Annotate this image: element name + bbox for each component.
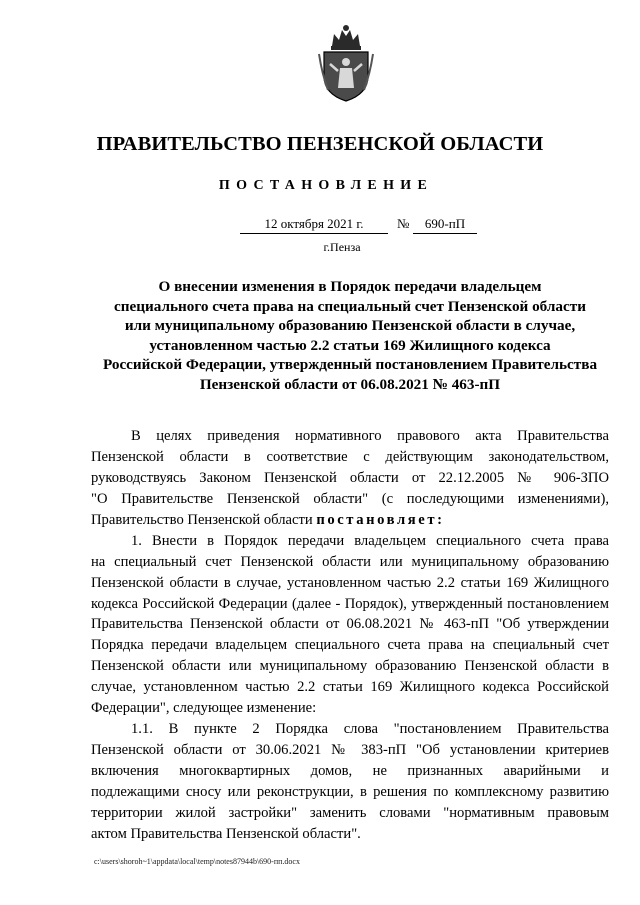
body-line: кодекса Российской Федерации (далее - Порядок), утвержденный постановлением: [91, 595, 609, 612]
body-line: Пензенской области или муниципальному образованию Пензенской области в: [91, 658, 609, 675]
body-line: подлежащими сносу или реконструкции, в решения по комплексному развитию: [91, 783, 609, 800]
date-number-line: [0, 216, 640, 236]
preamble-end: Правительство Пензенской области: [91, 511, 313, 528]
body-line: случае, установленном частью 2.2 статьи 169 Жилищного кодекса Российской: [91, 679, 609, 696]
body-line: В целях приведения нормативного правового акта Правительства: [131, 428, 609, 444]
body-line: Пензенской области в случае, установленном частью 2.2 статьи 169 Жилищного: [91, 574, 609, 591]
subject-line: специального счета права на специальный счет Пензенской области: [114, 297, 586, 315]
body-line: Федерации", следующее изменение:: [91, 700, 317, 717]
subject-line: Пензенской области от 06.08.2021 № 463-пП: [199, 375, 501, 393]
document-subject: [100, 277, 600, 395]
government-title: ПРАВИТЕЛЬСТВО ПЕНЗЕНСКОЙ ОБЛАСТИ: [96, 133, 544, 155]
number-sign: №: [397, 216, 410, 231]
body-line: Правительства Пензенской области от 06.08.2021 № 463-пП "Об утверждении: [91, 616, 609, 633]
document-body: [91, 426, 609, 845]
body-line: 1.1. В пункте 2 Порядка слова "постановлением Правительства: [131, 721, 609, 738]
body-line: Пензенской области в соответствие с действующим законодательством,: [91, 448, 609, 465]
file-path-footer: c:\users\shoroh~1\appdata\local\temp\notes87944b\690-пп.docx: [94, 857, 300, 866]
body-line: включения многоквартирных домов, не признанных аварийными и: [91, 763, 609, 779]
subject-line: Российской Федерации, утвержденный постановлением Правительства: [102, 356, 598, 374]
coat-of-arms-icon: [318, 24, 374, 102]
body-line: Пензенской области от 30.06.2021 № 383-пП "Об установлении критериев: [91, 742, 609, 759]
resolves-word: постановляет:: [316, 511, 445, 528]
body-line: [91, 510, 609, 531]
body-line: руководствуясь Законом Пензенской области от 22.12.2005 № 906-ЗПО: [91, 469, 609, 486]
body-line: актом Правительства Пензенской области".: [91, 825, 361, 842]
subject-line: или муниципальному образованию Пензенской области в случае,: [124, 317, 576, 335]
body-line: на специальный счет Пензенской области или муниципальному образованию: [91, 553, 609, 570]
document-type: ПОСТАНОВЛЕНИЕ: [218, 178, 434, 193]
subject-line: установленном частью 2.2 статьи 169 Жилищного кодекса: [149, 336, 551, 354]
city: г.Пенза: [323, 240, 361, 254]
body-line: 1. Внести в Порядок передачи владельцем специального счета права: [131, 532, 609, 549]
document-number: 690-пП: [413, 216, 477, 234]
body-line: территории жилой застройки" заменить словами "нормативным правовым: [91, 804, 609, 821]
subject-line: О внесении изменения в Порядок передачи владельцем: [158, 278, 542, 295]
document-date: 12 октября 2021 г.: [240, 216, 388, 234]
body-line: Порядка передачи владельцем специального счета права на специальный счет: [91, 637, 609, 654]
body-line: "О Правительстве Пензенской области" (с последующими изменениями),: [91, 490, 609, 507]
